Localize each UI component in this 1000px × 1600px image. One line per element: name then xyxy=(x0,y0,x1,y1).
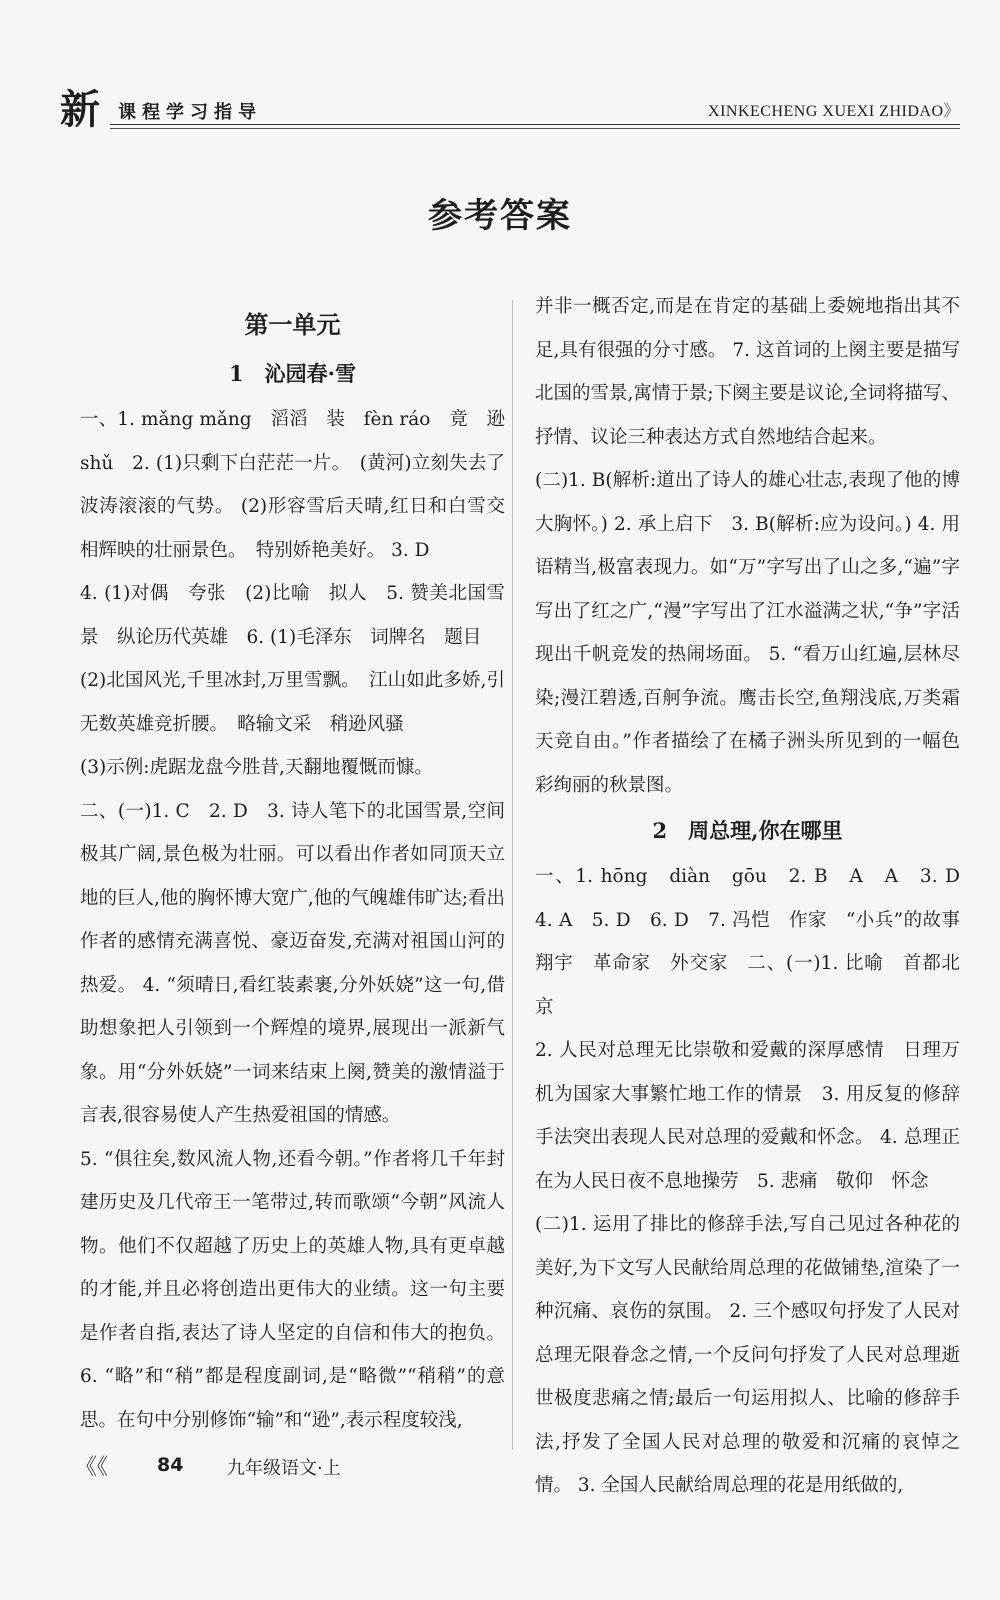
lesson-1-title: 1 沁园春·雪 xyxy=(229,361,356,386)
brand-title: 课程学习指导 xyxy=(118,102,262,123)
answer-paragraph: 并非一概否定,而是在肯定的基础上委婉地指出其不足,具有很强的分寸感。 7. 这首词的上阕主要是描写北国的雪景,寓情于景;下阕主要是议论,全词将描写、抒情、议论三种表达方式自然地结合起来。 xyxy=(535,296,960,448)
answer-paragraph: 4. (1)对偶 夸张 (2)比喻 拟人 5. 赞美北国雪景 纵论历代英雄 6. (1)毛泽东 词牌名 题目 xyxy=(80,583,505,648)
page-number: 84 xyxy=(157,1454,184,1476)
answer-paragraph: (二)1. 运用了排比的修辞手法,写自己见过各种花的美好,为下文写人民献给周总理的花做铺垫,渲染了一种沉痛、哀伤的氛围。 2. 三个感叹句抒发了人民对总理无限眷念之情,一个反问句抒发了人民对总理逝世极度悲痛之情;最后一句运用拟人、比喻的修辞手法,抒发了全国人民对总理的敬爱和沉痛的哀悼之情。 3. 全国人民献给周总理的花是用纸做的, xyxy=(535,1214,960,1496)
answer-paragraph: (3)示例:虎踞龙盘今胜昔,天翻地覆慨而慷。 xyxy=(80,757,433,778)
answer-paragraph: 二、(一)1. C 2. D 3. 诗人笔下的北国雪景,空间极其广阔,景色极为壮丽。可以看出作者如同顶天立地的巨人,他的胸怀博大宽广,他的气魄雄伟旷达;看出作者的感情充满喜悦、豪迈奋发,充满对祖国山河的热爱。 4. “须晴日,看红装素裹,分外妖娆”这一句,借助想象把人引领到一个辉煌的境界,展现出一派新气象。用“分外妖娆”一词来结束上阕,赞美的激情溢于言表,很容易使人产生热爱祖国的情感。 xyxy=(80,800,505,1126)
unit-title: 第一单元 xyxy=(244,310,341,339)
answer-paragraph: (2)北国风光,千里冰封,万里雪飘。 江山如此多娇,引无数英雄竞折腰。 略输文采 稍逊风骚 xyxy=(80,670,505,735)
page-footer xyxy=(75,1450,575,1490)
lesson-2-title: 2 周总理,你在哪里 xyxy=(652,818,843,843)
answer-paragraph: 一、1. hōng diàn gōu 2. B A A 3. D 4. A 5. D 6. D 7. 冯恺 作家 “小兵”的故事 翔宇 革命家 外交家 二、(一)1. 比喻 首都北京 xyxy=(535,866,979,1018)
brand-logo-char: 新 xyxy=(60,86,100,133)
header-rule xyxy=(110,124,960,125)
right-column xyxy=(535,285,979,1508)
answer-paragraph: 5. “俱往矣,数风流人物,还看今朝。”作者将几千年封建历史及几代帝王一笔带过,转而歌颂“今朝”风流人物。他们不仅超越了历史上的英雄人物,具有更卓越的才能,并且必将创造出更伟大的业绩。这一句主要是作者自指,表达了诗人坚定的自信和伟大的抱负。 6. “略”和“稍”都是程度副词,是“略微”“稍稍”的意思。在句中分别修饰“输”和“逊”,表示程度较浅, xyxy=(80,1148,505,1431)
book-title: 九年级语文·上 xyxy=(227,1458,341,1479)
answer-paragraph: 2. 人民对总理无比崇敬和爱戴的深厚感情 日理万机为国家大事繁忙地工作的情景 3. 用反复的修辞手法突出表现人民对总理的爱戴和怀念。 4. 总理正在为人民日夜不息地操劳 5. 悲痛 敬仰 怀念 xyxy=(535,1040,960,1192)
column-divider xyxy=(512,300,513,1450)
answer-paragraph: (二)1. B(解析:道出了诗人的雄心壮志,表现了他的博大胸怀。) 2. 承上启下 3. B(解析:应为设问。) 4. 用语精当,极富表现力。如“万”字写出了山之多,“遍”字写出了红之广,“漫”字写出了江水溢满之状,“争”字活现出千帆竞发的热闹场面。 5. “看万山红遍,层林尽染;漫江碧透,百舸争流。鹰击长空,鱼翔浅底,万类霜天竞自由。”作者描绘了在橘子洲头所见到的一幅色彩绚丽的秋景图。 xyxy=(535,470,960,796)
brand-pinyin: XINKECHENG XUEXI ZHIDAO》 xyxy=(708,103,960,120)
page-title: 参考答案 xyxy=(428,196,572,236)
header-rule-thin xyxy=(110,128,960,129)
left-column xyxy=(80,300,505,1442)
page-header xyxy=(60,88,960,138)
answer-paragraph: 一、1. mǎng mǎng 滔滔 装 fèn ráo 竟 逊 shǔ 2. (1)只剩下白茫茫一片。 (黄河)立刻失去了波涛滚滚的气势。 (2)形容雪后天晴,红日和白雪交相辉映的壮丽景色。 特别娇艳美好。 3. D xyxy=(80,409,505,561)
footer-arrow-icon: 《《 xyxy=(75,1455,109,1480)
